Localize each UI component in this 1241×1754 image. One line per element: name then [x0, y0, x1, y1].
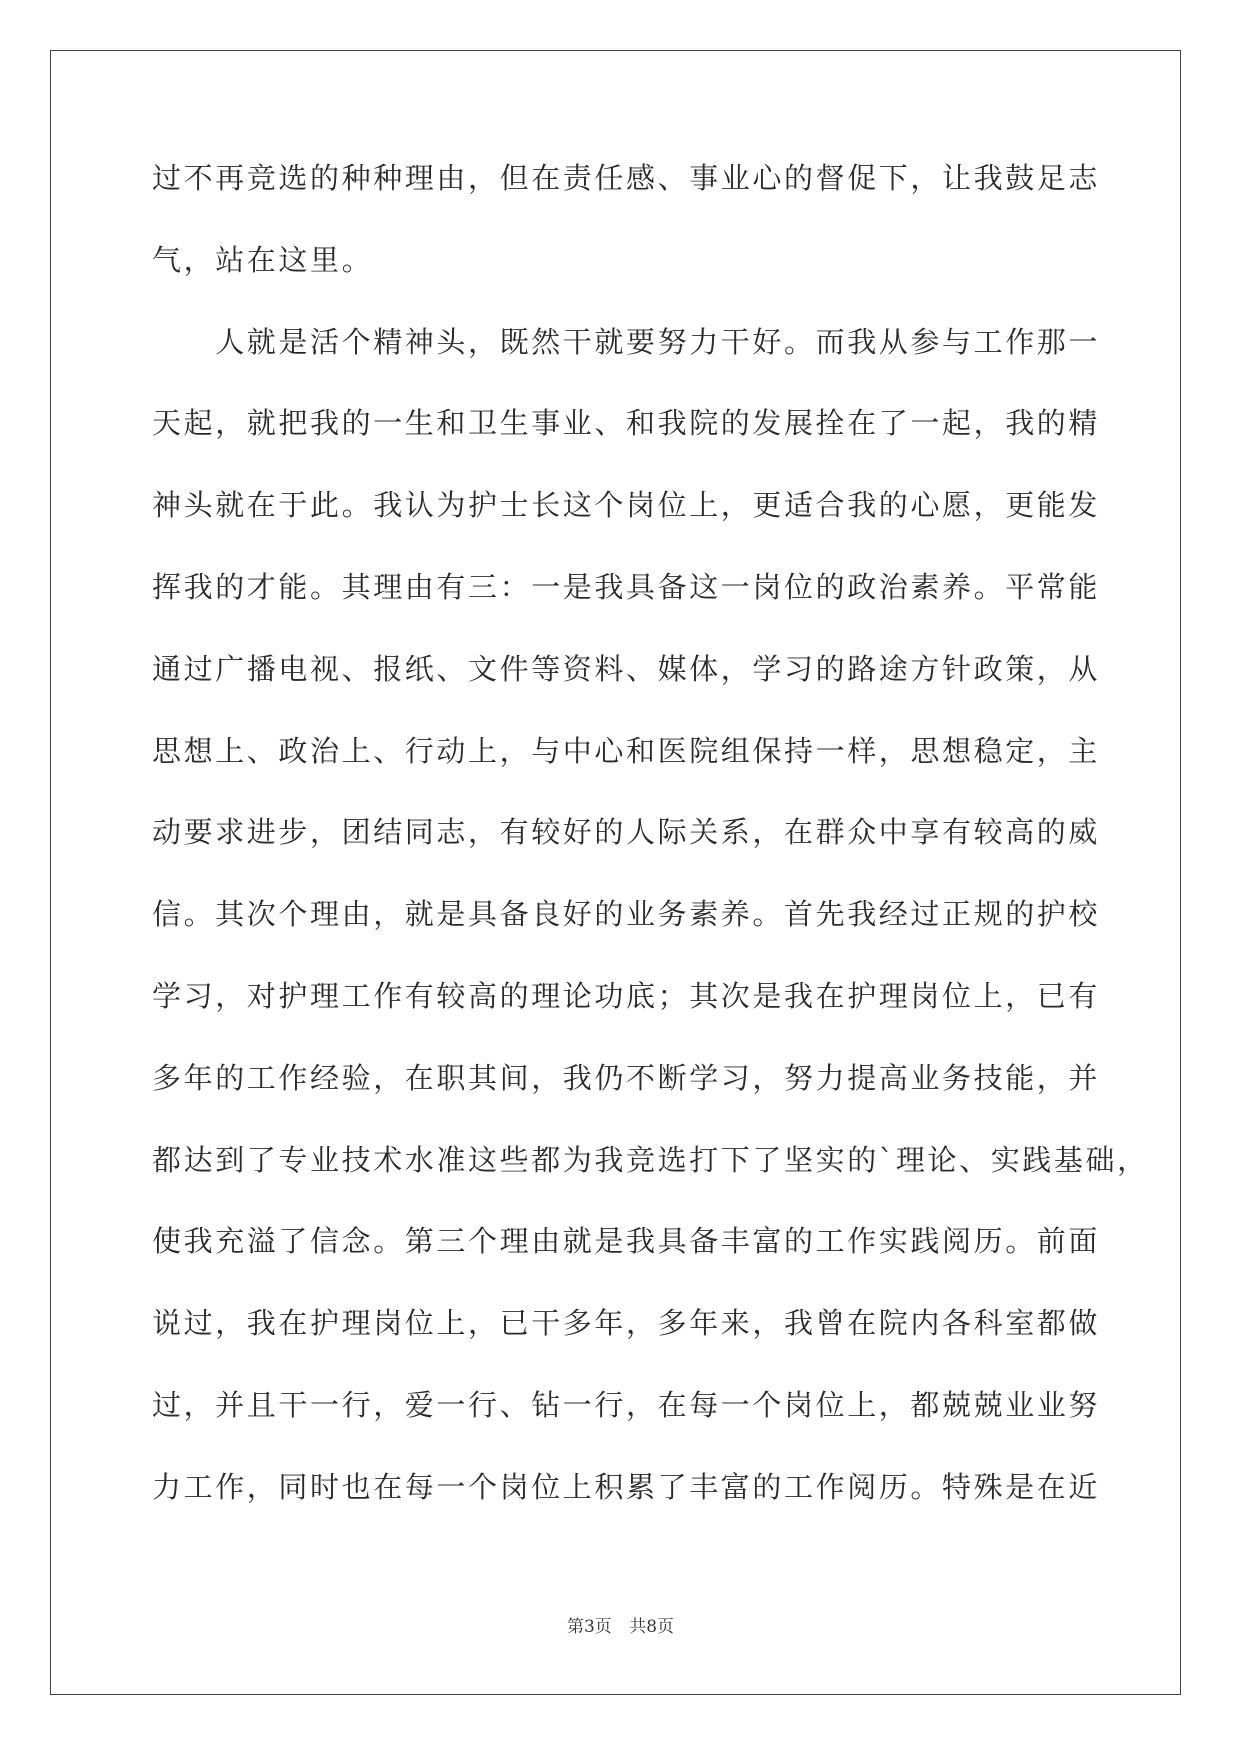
- text-line: 动要求进步，团结同志，有较好的人际关系，在群众中享有较高的威: [152, 815, 1101, 850]
- text-line: 挥我的才能。其理由有三：一是我具备这一岗位的政治素养。平常能: [152, 569, 1101, 604]
- text-line: 人就是活个精神头，既然干就要努力干好。而我从参与工作那一: [152, 324, 1101, 359]
- page-number: 第3页: [566, 1617, 612, 1637]
- text-line: 多年的工作经验，在职其间，我仍不断学习，努力提高业务技能，并: [152, 1060, 1101, 1095]
- text-line: 通过广播电视、报纸、文件等资料、媒体，学习的路途方针政策，从: [152, 651, 1101, 686]
- page-footer: [0, 1612, 1241, 1637]
- text-line: 过，并且干一行，爱一行、钻一行，在每一个岗位上，都兢兢业业努: [152, 1387, 1101, 1422]
- text-line: 力工作，同时也在每一个岗位上积累了丰富的工作阅历。特殊是在近: [152, 1469, 1101, 1504]
- text-line: 天起，就把我的一生和卫生事业、和我院的发展拴在了一起，我的精: [152, 406, 1101, 441]
- text-line: 过不再竞选的种种理由，但在责任感、事业心的督促下，让我鼓足志: [152, 161, 1101, 195]
- text-line: 使我充溢了信念。第三个理由就是我具备丰富的工作实践阅历。前面: [152, 1224, 1101, 1259]
- document-body: [152, 160, 1149, 1551]
- text-line: 神头就在于此。我认为护士长这个岗位上，更适合我的心愿，更能发: [152, 488, 1101, 523]
- page-total: 共8页: [629, 1617, 675, 1637]
- text-line: 思想上、政治上、行动上，与中心和医院组保持一样，思想稳定，主: [152, 733, 1101, 768]
- text-line: 都达到了专业技术水准这些都为我竞选打下了坚实的`理论、实践基础，: [152, 1142, 1149, 1177]
- text-line: 说过，我在护理岗位上，已干多年，多年来，我曾在院内各科室都做: [152, 1306, 1101, 1341]
- text-line: 学习，对护理工作有较高的理论功底；其次是我在护理岗位上，已有: [152, 978, 1101, 1013]
- text-line: 信。其次个理由，就是具备良好的业务素养。首先我经过正规的护校: [152, 897, 1101, 932]
- text-line: 气，站在这里。: [152, 242, 374, 277]
